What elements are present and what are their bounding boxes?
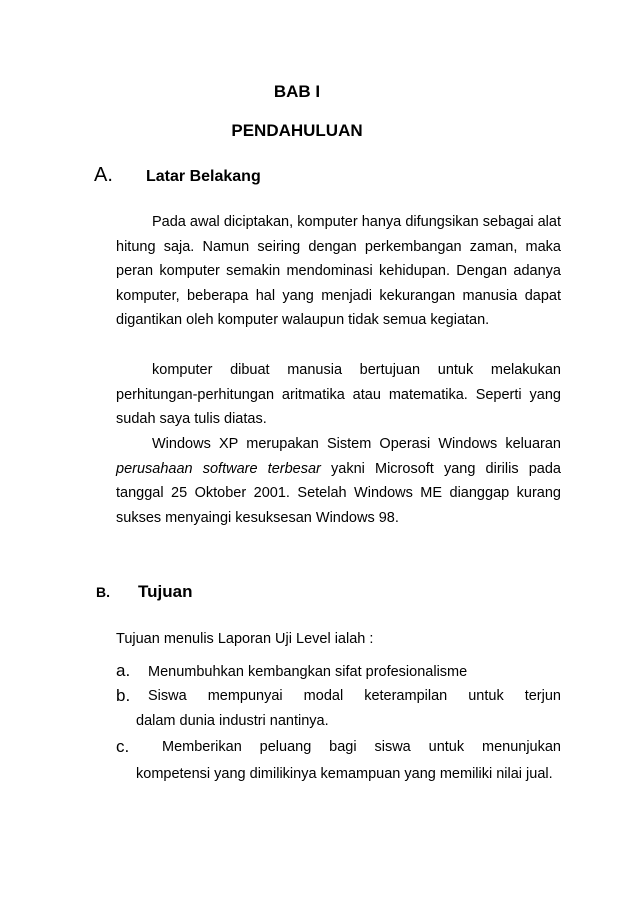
paragraph-3-italic: perusahaan software terbesar xyxy=(116,460,321,477)
list-item-continuation: dalam dunia industri nantinya. xyxy=(136,712,329,729)
section-b-heading xyxy=(96,582,192,602)
section-b-title: Tujuan xyxy=(138,582,193,601)
paragraph-3-end: yakni Microsoft yang dirilis pada tanggal 25 Oktober 2001. Setelah Windows ME dianggap kurang sukses menyaingi kesuksesan Windows 98. xyxy=(116,460,561,526)
list-item-a xyxy=(116,659,561,685)
section-a-title: Latar Belakang xyxy=(146,168,261,185)
section-a-letter: A. xyxy=(94,164,113,186)
section-b-intro: Tujuan menulis Laporan Uji Level ialah : xyxy=(116,631,374,647)
list-item-text: Siswa mempunyai modal keterampilan untuk terjun xyxy=(148,688,561,704)
list-item-c xyxy=(116,735,561,789)
list-marker: b. xyxy=(116,686,131,705)
section-a-heading xyxy=(94,164,261,187)
paragraph-3 xyxy=(116,432,561,530)
list-marker: a. xyxy=(116,661,131,680)
paragraph-1: Pada awal diciptakan, komputer hanya difungsikan sebagai alat hitung saja. Namun seiring dengan perkembangan zaman, maka peran komputer semakin mendominasi kehidupan. Dengan adanya komputer, beberapa hal yang menjadi kekurangan manusia dapat digantikan oleh komputer walaupun tidak semua kegiatan. xyxy=(116,214,561,329)
list-marker: c. xyxy=(116,737,130,756)
list-item-text: Menumbuhkan kembangkan sifat profesionalisme xyxy=(148,664,468,680)
list-item-text: Memberikan peluang bagi siswa untuk menunjukan xyxy=(162,739,561,755)
list-item-b xyxy=(116,684,561,733)
paragraph-2: komputer dibuat manusia bertujuan untuk melakukan perhitungan-perhitungan aritmatika atau matematika. Seperti yang sudah saya tulis diatas. xyxy=(116,362,561,428)
chapter-title: PENDAHULUAN xyxy=(231,121,363,140)
chapter-number: BAB I xyxy=(273,82,321,101)
paragraph-3-start: Windows XP merupakan Sistem Operasi Windows keluaran xyxy=(152,436,561,452)
list-item-continuation: kompetensi yang dimilikinya kemampuan yang memiliki nilai jual. xyxy=(136,765,553,782)
section-b-letter: B. xyxy=(96,584,110,600)
